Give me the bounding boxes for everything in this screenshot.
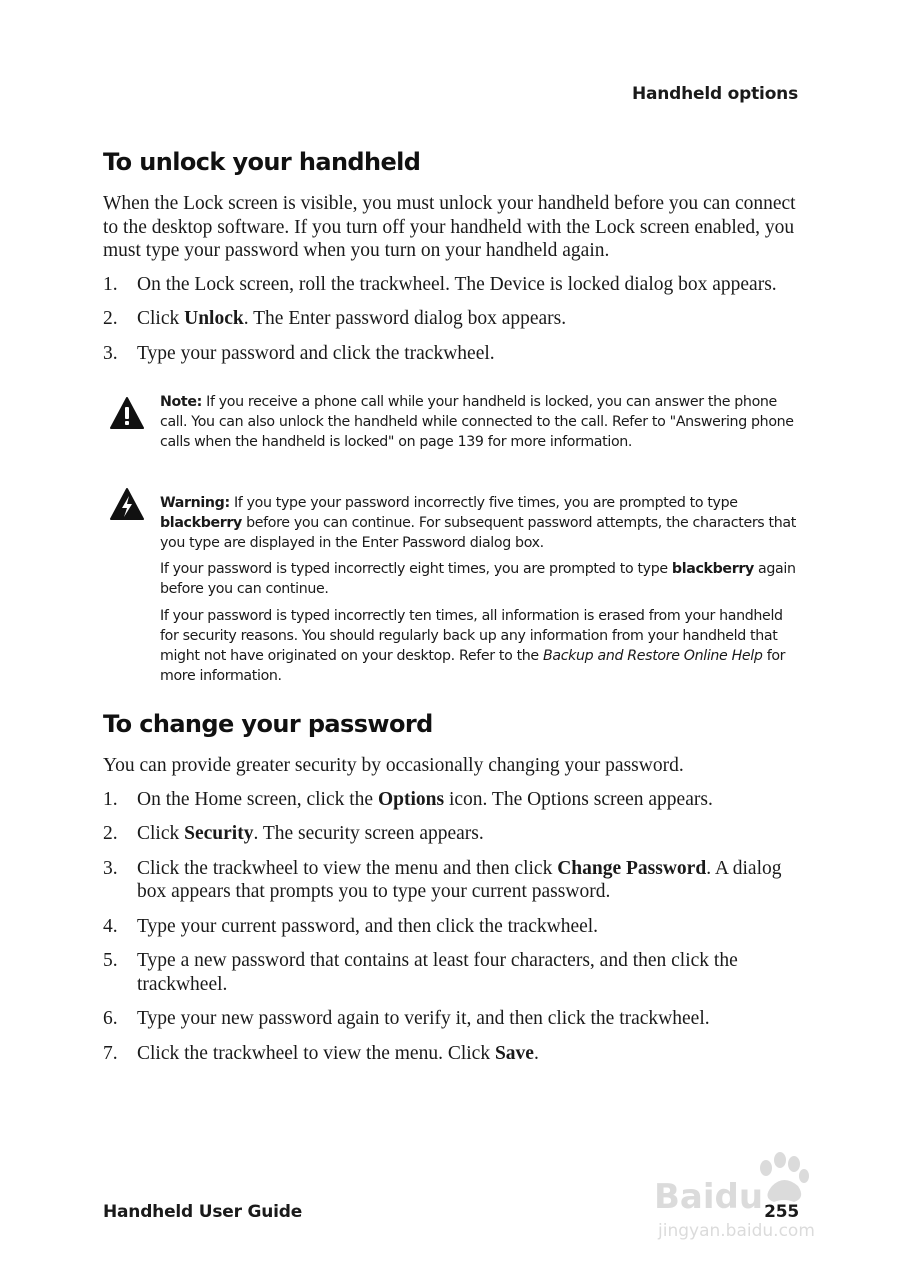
ui-term-save: Save bbox=[494, 1042, 534, 1064]
step-text: Click bbox=[137, 823, 185, 845]
step-text: Type your password and click the trackwheel. bbox=[137, 342, 495, 364]
step-number: 7. bbox=[103, 1042, 118, 1064]
warning-paragraph bbox=[160, 493, 803, 554]
list-item bbox=[103, 822, 803, 846]
warning-label: Warning: bbox=[160, 494, 230, 511]
step-text: . The Enter password dialog box appears. bbox=[243, 308, 567, 329]
list-item bbox=[103, 1007, 803, 1031]
footer-title: Handheld User Guide bbox=[103, 1202, 303, 1222]
watermark-brand: Baidu bbox=[654, 1177, 764, 1217]
step-number: 3. bbox=[103, 342, 118, 364]
list-item bbox=[103, 1042, 803, 1066]
ui-term-options: Options bbox=[377, 788, 445, 810]
list-item bbox=[103, 788, 803, 812]
step-text: icon. The Options screen appears. bbox=[444, 788, 713, 810]
step-text: Type your current password, and then click the trackwheel. bbox=[137, 915, 599, 937]
step-text: On the Home screen, click the bbox=[137, 788, 378, 810]
list-item bbox=[103, 273, 803, 297]
step-number: 5. bbox=[103, 950, 118, 972]
list-item bbox=[103, 342, 803, 366]
note-label: Note: bbox=[160, 394, 202, 410]
lightning-triangle-icon bbox=[109, 487, 145, 521]
warning-text: If your password is typed incorrectly ten times, all information is erased from your handheld for security reasons. You should regularly back up any information from your handheld that might not have originated on your desktop. Refer to the bbox=[160, 607, 783, 665]
step-number: 2. bbox=[103, 823, 118, 845]
list-item bbox=[103, 307, 803, 331]
ui-term-security: Security bbox=[184, 823, 254, 845]
change-password-intro: You can provide greater security by occasionally changing your password. bbox=[103, 755, 684, 777]
change-password-steps bbox=[103, 788, 803, 1066]
step-text: Type your new password again to verify it, and then click the trackwheel. bbox=[137, 1008, 710, 1030]
ui-term-unlock: Unlock bbox=[184, 308, 244, 329]
step-number: 3. bbox=[103, 857, 118, 879]
warning-text: If your password is typed incorrectly eight times, you are prompted to type bbox=[160, 561, 672, 578]
step-number: 4. bbox=[103, 915, 118, 937]
step-text: Click the trackwheel to view the menu. Click bbox=[137, 1042, 495, 1064]
step-number: 1. bbox=[103, 273, 118, 295]
step-text: Type a new password that contains at least four characters, and then click the trackwheel. bbox=[137, 950, 738, 995]
note-callout bbox=[103, 392, 803, 453]
list-item bbox=[103, 915, 803, 939]
step-number: 6. bbox=[103, 1008, 118, 1030]
step-text: . A dialog box appears that prompts you to type your current password. bbox=[137, 857, 782, 903]
step-text: . bbox=[533, 1042, 539, 1064]
step-text: . The security screen appears. bbox=[253, 823, 484, 845]
page-content bbox=[103, 148, 803, 1076]
warning-callout bbox=[103, 493, 803, 687]
note-body: If you receive a phone call while your handheld is locked, you can answer the phone call. You can also unlock the handheld while connected to the call. Refer to "Answering phone calls when the handheld is locked" on page 139 for more information. bbox=[160, 394, 794, 451]
running-header: Handheld options bbox=[631, 84, 798, 104]
warning-text: for more information. bbox=[160, 648, 786, 685]
doc-reference: Backup and Restore Online Help bbox=[542, 648, 763, 665]
note-text bbox=[160, 392, 803, 453]
keyword-blackberry: blackberry bbox=[160, 514, 242, 531]
ui-term-change-password: Change Password bbox=[557, 857, 707, 879]
baidu-watermark-logo bbox=[654, 1146, 844, 1246]
section-heading-change-password: To change your password bbox=[103, 710, 433, 739]
step-number: 1. bbox=[103, 788, 118, 810]
warning-paragraph bbox=[160, 559, 803, 599]
warning-text: If you type your password incorrectly five times, you are prompted to type bbox=[229, 494, 738, 511]
step-number: 2. bbox=[103, 308, 118, 329]
list-item bbox=[103, 857, 803, 904]
warning-triangle-icon bbox=[109, 396, 145, 430]
section-heading-unlock: To unlock your handheld bbox=[103, 148, 421, 176]
list-item bbox=[103, 949, 803, 996]
warning-paragraph bbox=[160, 606, 803, 687]
step-text: Click bbox=[137, 308, 185, 329]
keyword-blackberry: blackberry bbox=[671, 561, 754, 578]
page-number: 255 bbox=[764, 1202, 799, 1222]
step-text: On the Lock screen, roll the trackwheel. The Device is locked dialog box appears. bbox=[137, 273, 777, 295]
unlock-intro: When the Lock screen is visible, you must unlock your handheld before you can connect to the desktop software. If you turn off your handheld with the Lock screen enabled, you must type your password when you turn on your handheld again. bbox=[103, 193, 796, 261]
unlock-steps bbox=[103, 273, 803, 366]
step-text: Click the trackwheel to view the menu and then click bbox=[137, 857, 558, 879]
warning-text: again before you can continue. bbox=[160, 561, 796, 598]
watermark-site: jingyan.baidu.com bbox=[658, 1221, 815, 1241]
warning-text: before you can continue. For subsequent password attempts, the characters that you type are displayed in the Enter Password dialog box. bbox=[160, 514, 796, 552]
